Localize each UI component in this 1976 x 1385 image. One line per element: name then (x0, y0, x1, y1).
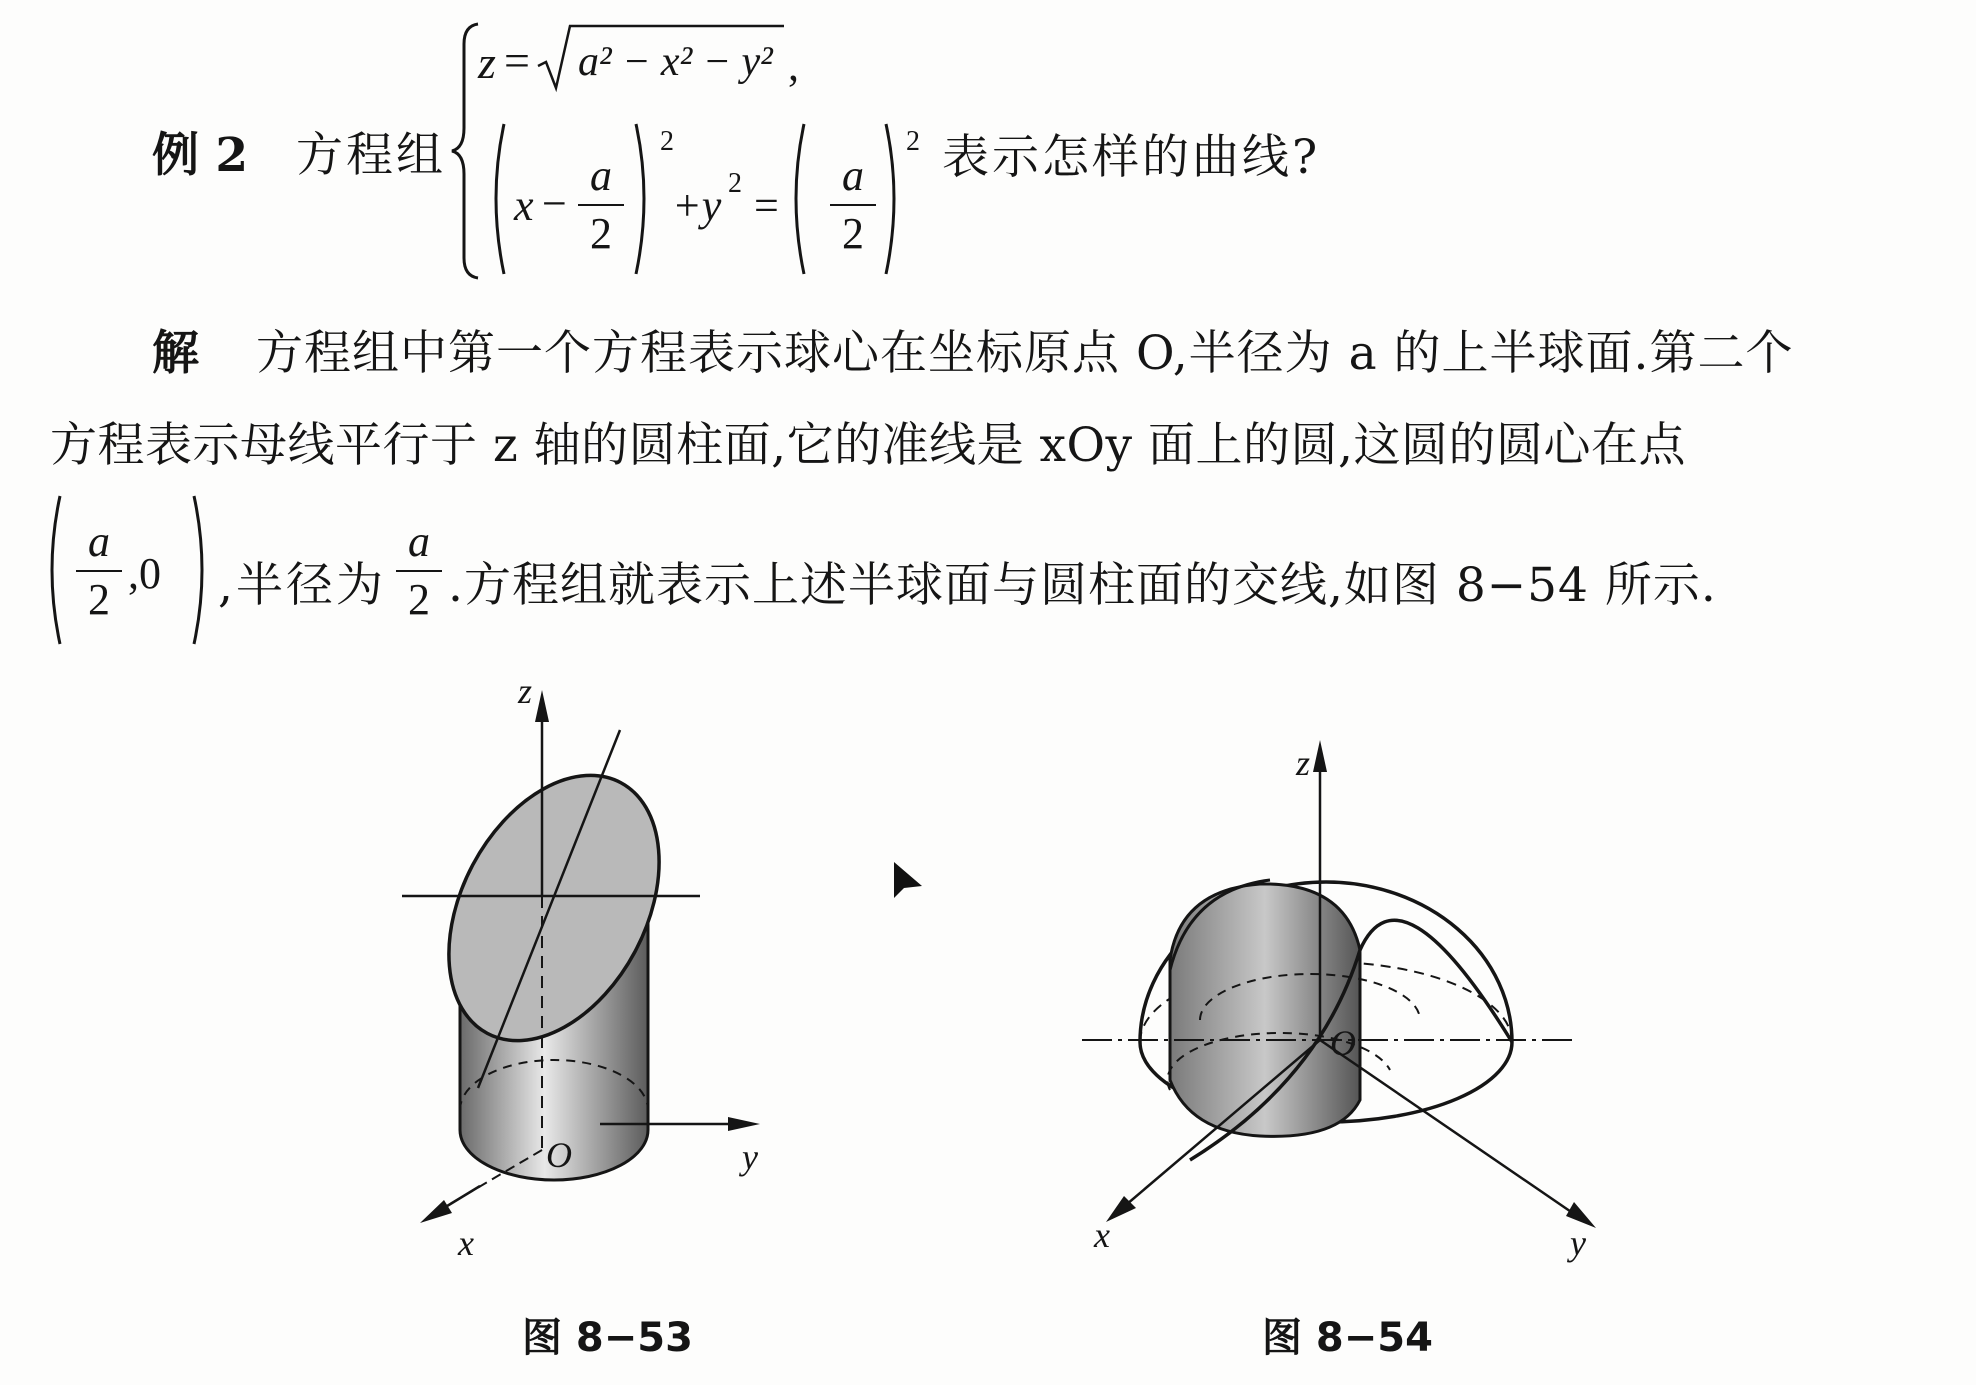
eq2-frac-left: a 2 (578, 150, 624, 260)
fig54-x-label: x (1094, 1215, 1110, 1255)
fig54-caption: 图 8−54 (1262, 1315, 1433, 1361)
figure-8-54 (1060, 740, 1620, 1260)
eq2-minus: − (542, 179, 567, 228)
eq2-exp-left: 2 (660, 126, 674, 157)
inner-cylinder (1170, 884, 1360, 1136)
fig54-y-label: y (1570, 1223, 1586, 1263)
solution-line3-a: ,半径为 (218, 558, 386, 613)
cylinder-top-ellipse (406, 739, 702, 1076)
eq2-x: x (514, 181, 534, 230)
eq2-equals: = (754, 181, 779, 230)
fig53-y-label: y (742, 1137, 758, 1177)
example-label: 例 2 (152, 128, 249, 183)
eq1-lhs: z (478, 37, 496, 88)
fig53-x-label: x (458, 1223, 474, 1263)
solution-line1: 方程组中第一个方程表示球心在坐标原点 O,半径为 a 的上半球面.第二个 (256, 326, 1794, 381)
solution-line3-b: .方程组就表示上述半球面与圆柱面的交线,如图 8−54 所示. (448, 558, 1717, 613)
eq1-equals: = (504, 35, 530, 86)
example-lead: 方程组 (296, 128, 446, 183)
point-frac: a 2 (76, 516, 122, 626)
solution-label: 解 (152, 326, 199, 381)
eq1-sqrt-body: a² − x² − y² (578, 39, 773, 85)
fig54-z-label: z (1296, 743, 1311, 783)
fig53-origin-label: O (546, 1135, 572, 1175)
example-question: 表示怎样的曲线? (942, 130, 1321, 185)
mouse-cursor (892, 860, 926, 904)
figure-8-53 (400, 670, 800, 1270)
fig54-origin-label: O (1330, 1023, 1356, 1063)
eq2-plus-y: +y (672, 181, 722, 230)
solution-line2: 方程表示母线平行于 z 轴的圆柱面,它的准线是 xOy 面上的圆,这圆的圆心在点 (50, 418, 1686, 473)
eq2-exp-right: 2 (906, 126, 920, 157)
point-rest: ,0 (128, 549, 161, 598)
eq2-exp-y: 2 (728, 168, 742, 199)
fig53-caption: 图 8−53 (522, 1315, 693, 1361)
eq1-comma: , (788, 41, 799, 90)
eq2-frac-right: a 2 (830, 150, 876, 260)
radius-frac: a 2 (396, 516, 442, 626)
fig53-z-label: z (518, 671, 533, 711)
